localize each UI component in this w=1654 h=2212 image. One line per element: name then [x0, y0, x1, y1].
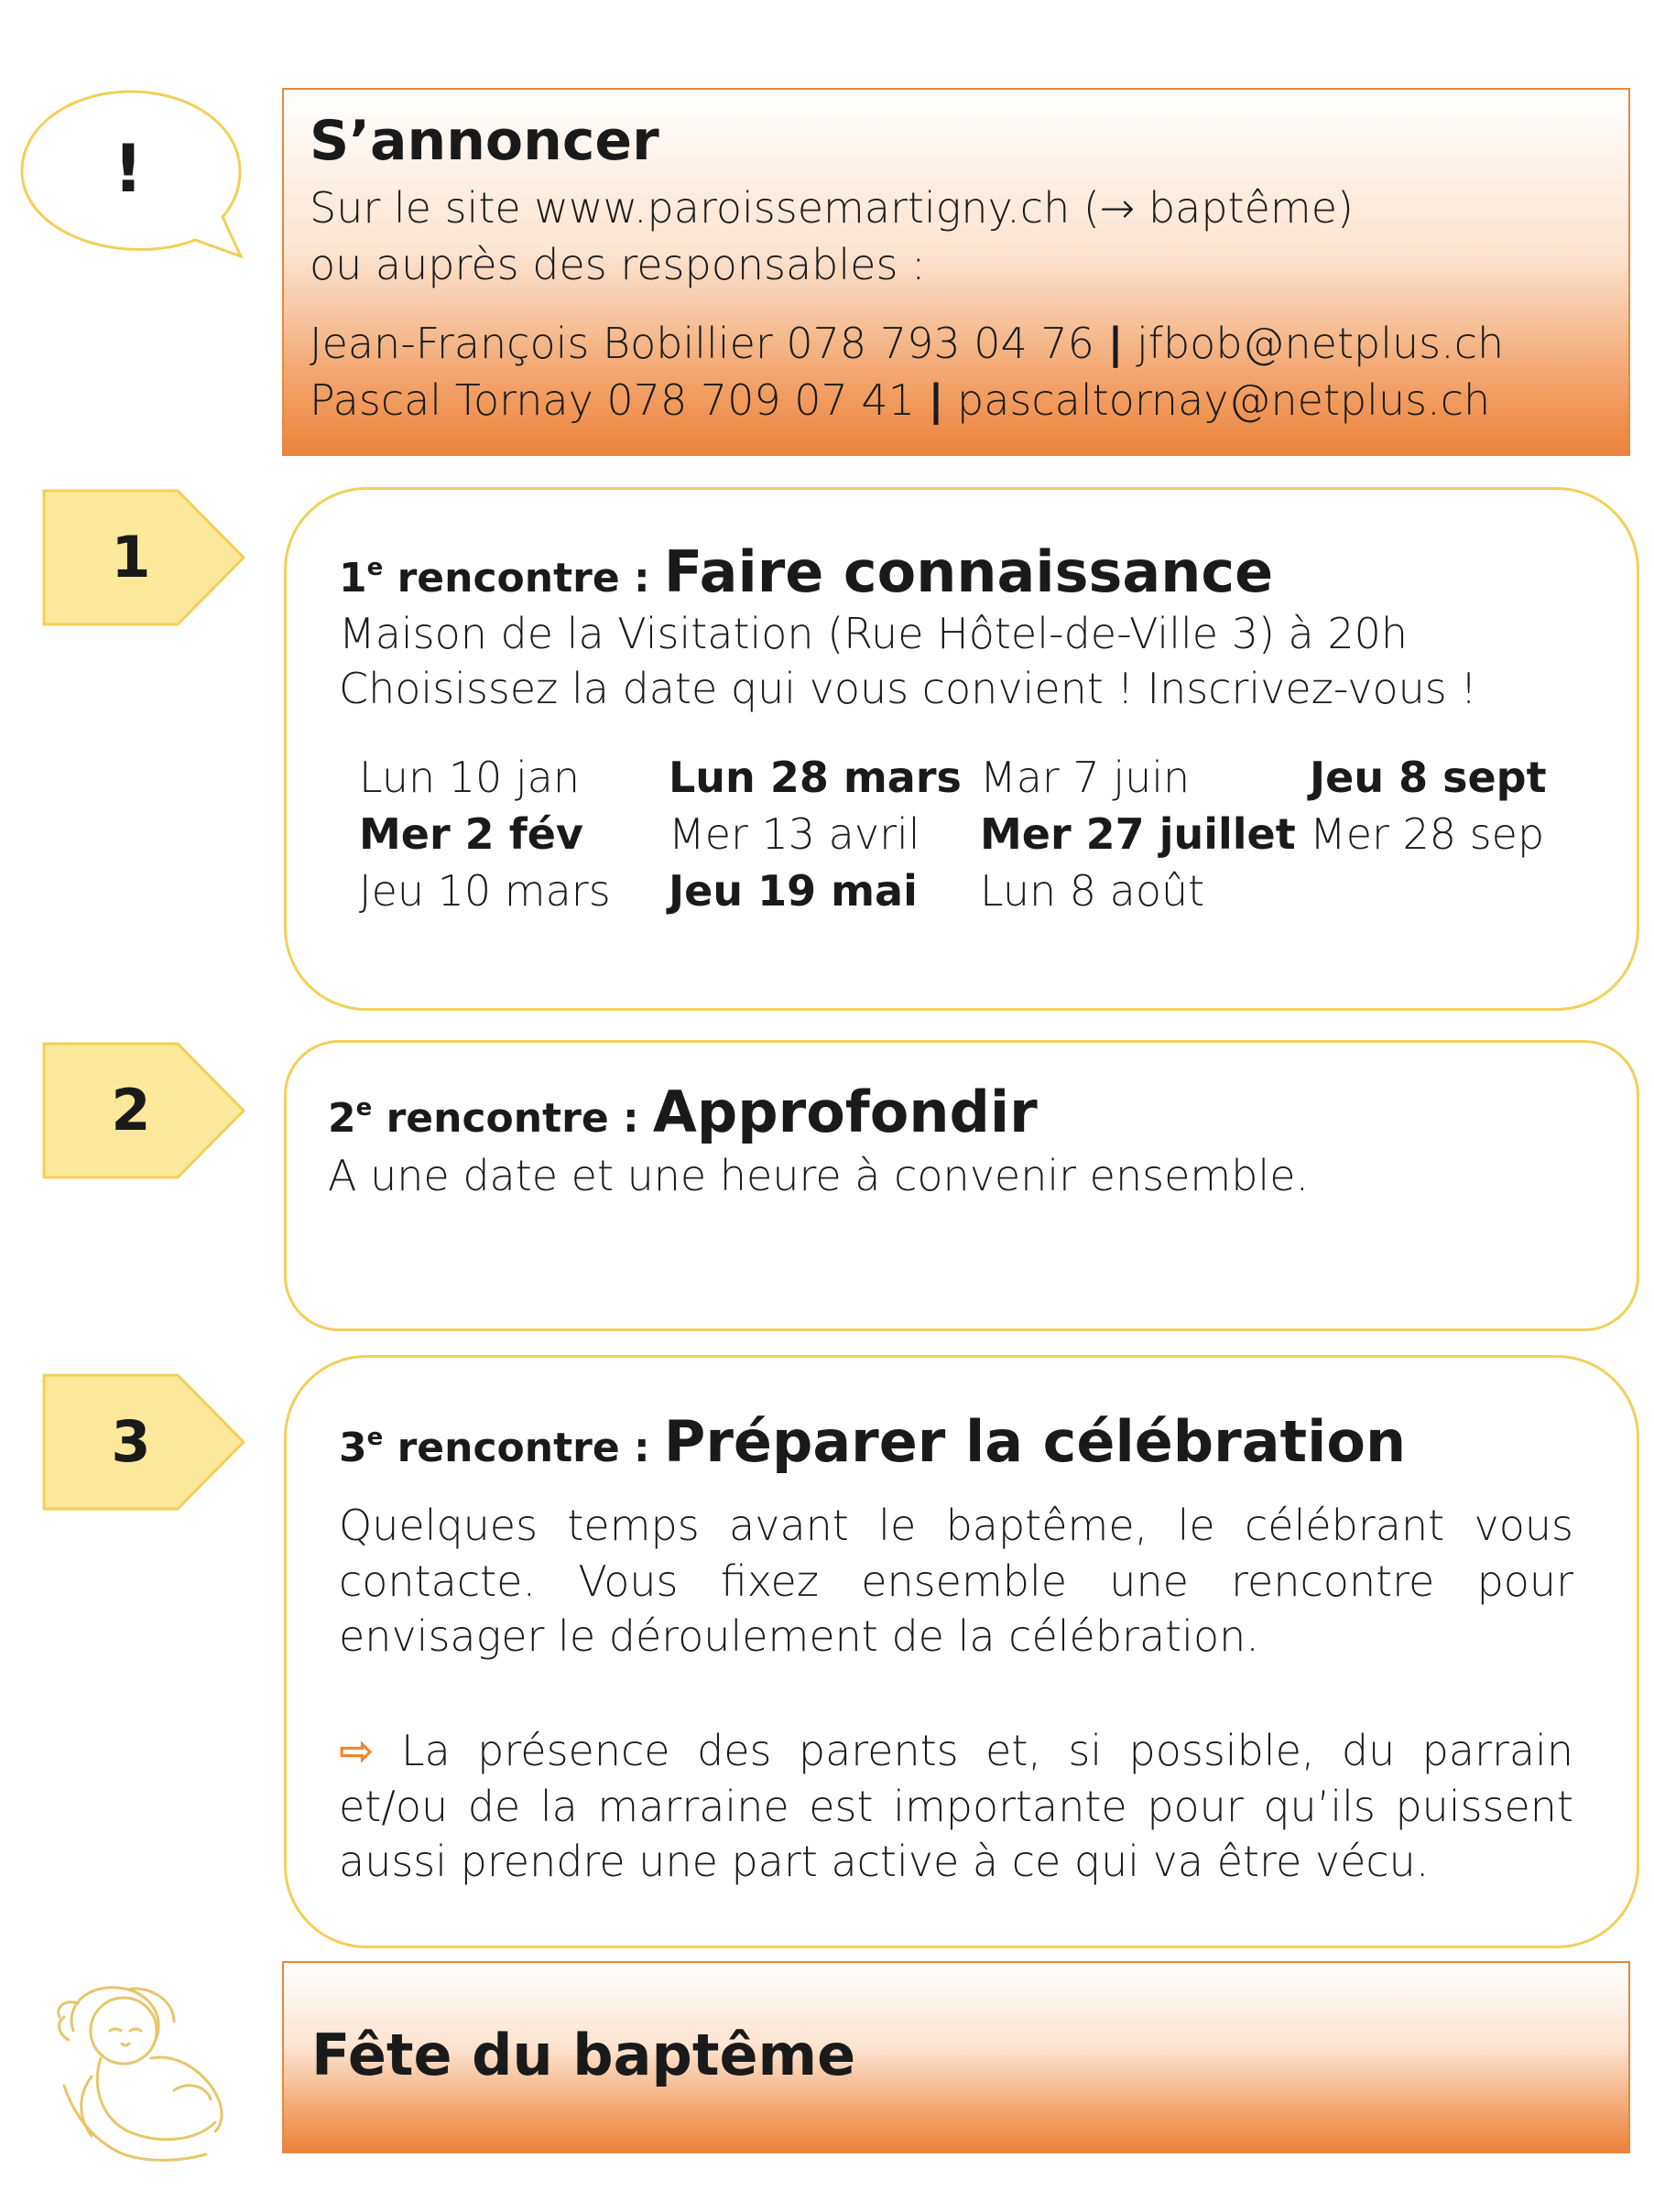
date-item: Mer 28 sep [1310, 809, 1545, 859]
step-1-heading [339, 538, 1273, 606]
date-item: Mer 27 juillet [980, 809, 1296, 859]
step-2-number: 2 [111, 1077, 151, 1144]
date-item: Lun 28 mars [669, 753, 962, 802]
step-3-label: 3e rencontre : [339, 1424, 664, 1471]
step-3-paragraph-2: ⇨ La présence des parents et, si possible, du parrain et/ou de la marraine est importante pour qu’ils puissent aussi prendre une part active à ce qui va être vécu. [339, 1726, 1573, 1887]
contact-2-name-phone: Pascal Tornay 078 709 07 41 [310, 375, 915, 425]
arrow-right-icon: ⇨ [339, 1726, 375, 1775]
celebration-title: Fête du baptême [311, 2022, 856, 2088]
step-1-title: Faire connaissance [663, 538, 1274, 605]
contact-separator: | [1107, 319, 1124, 368]
exclamation-icon: ! [113, 130, 144, 207]
step-2-label: 2e rencontre : [328, 1094, 653, 1142]
date-item: Mer 2 fév [359, 809, 583, 859]
step-1-number: 1 [111, 524, 151, 591]
date-item: Jeu 8 sept [1310, 753, 1547, 802]
baby-baptism-icon [37, 1967, 256, 2177]
step-3-paragraph-1: Quelques temps avant le baptême, le célébrant vous contacte. Vous fixez ensemble une rencontre pour envisager le déroulement de la célébration. [339, 1501, 1573, 1662]
date-item: Mar 7 juin [980, 753, 1191, 802]
contact-2 [310, 372, 1490, 428]
step-3-heading [339, 1408, 1406, 1476]
date-item: Jeu 10 mars [359, 866, 611, 916]
step-2-heading [328, 1079, 1038, 1146]
contact-1-name-phone: Jean-François Bobillier 078 793 04 76 [310, 319, 1094, 368]
contact-1-email[interactable]: jfbob@netplus.ch [1137, 319, 1505, 368]
step-3-title: Préparer la célébration [663, 1408, 1407, 1475]
contact-2-email[interactable]: pascaltornay@netplus.ch [957, 375, 1491, 425]
announce-line-website: Sur le site www.paroissemartigny.ch (→ baptême) [310, 183, 1354, 233]
announce-title: S’annoncer [310, 109, 659, 173]
announce-line-contacts-intro: ou auprès des responsables : [310, 240, 926, 289]
step-2-description: A une date et une heure à convenir ensemble. [328, 1151, 1310, 1200]
contact-1 [310, 315, 1504, 372]
date-item: Mer 13 avril [669, 809, 920, 859]
date-item: Lun 10 jan [359, 753, 581, 802]
step-1-location: Maison de la Visitation (Rue Hôtel-de-Ville 3) à 20h [339, 609, 1409, 658]
step-3-number: 3 [111, 1408, 151, 1475]
contact-separator: | [928, 375, 944, 425]
date-item: Lun 8 août [980, 866, 1205, 916]
date-item: Jeu 19 mai [669, 866, 918, 916]
step-1-instruction: Choisissez la date qui vous convient ! Inscrivez-vous ! [339, 664, 1477, 713]
step-1-label: 1e rencontre : [339, 554, 664, 602]
step-2-title: Approfondir [652, 1079, 1038, 1145]
